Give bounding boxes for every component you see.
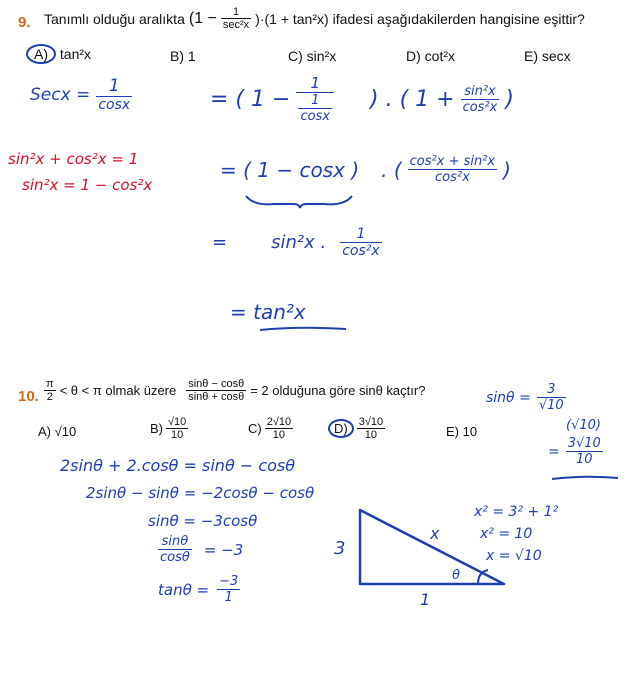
q10-sin-num: 3 xyxy=(537,382,566,398)
q9-line2 xyxy=(220,154,511,185)
q9-line3-sin: sin²x . xyxy=(271,232,327,253)
q9-underbrace xyxy=(244,192,354,210)
q9-sec-definition xyxy=(30,76,132,113)
q10-cond-frac xyxy=(44,378,56,403)
q9-option-e[interactable] xyxy=(524,48,571,64)
q9-option-d-letter: D) xyxy=(406,48,421,64)
q9-frac-den: sec²x xyxy=(222,19,250,31)
q10-sin2-frac xyxy=(566,436,603,467)
q10-step4-rhs: = −3 xyxy=(203,540,244,559)
q9-sec-def-text: Secx = xyxy=(30,84,91,105)
q10-option-c[interactable] xyxy=(248,416,293,441)
q9-line1-frac xyxy=(296,74,334,124)
q10-step5-num: −3 xyxy=(219,574,239,589)
q10-option-e[interactable] xyxy=(446,424,477,439)
q9-identity1: sin²x + cos²x = 1 xyxy=(8,150,139,168)
q9-line1-b-den: cos²x xyxy=(462,99,498,115)
q10-step5-den: 1 xyxy=(224,590,233,605)
q10-option-d-num: 3√10 xyxy=(358,416,384,428)
q9-option-b[interactable] xyxy=(170,48,196,64)
q9-line1-den-den: cosx xyxy=(300,109,331,124)
q10-cond-den: 2 xyxy=(46,391,53,403)
q9-line1 xyxy=(210,74,514,124)
q10-pyth2: x² = 10 xyxy=(480,526,533,542)
q10-option-a-value: √10 xyxy=(54,424,77,439)
q9-tail: ifadesi aşağıdakilerden hangisine eşittir? xyxy=(332,10,585,27)
q10-ratio-den: sinθ + cosθ xyxy=(188,391,245,403)
q10-option-b-letter: B) xyxy=(150,421,163,436)
q10-step4-den: cosθ xyxy=(160,550,190,565)
q9-result: = tan²x xyxy=(230,300,306,324)
q9-option-a-value: tan²x xyxy=(59,46,92,62)
q10-statement xyxy=(44,378,425,403)
q10-option-c-letter: C) xyxy=(248,421,262,436)
q9-result-underline xyxy=(258,324,348,334)
q9-expr-close: )·(1 + tan²x) xyxy=(255,10,329,27)
q9-lead: Tanımlı olduğu aralıkta xyxy=(44,10,185,27)
q9-option-e-value: secx xyxy=(541,48,571,64)
q9-option-c-letter: C) xyxy=(288,48,303,64)
q9-line1-num: 1 xyxy=(296,74,334,93)
q9-option-c-value: sin²x xyxy=(306,48,337,64)
q10-cond-rest: < θ < π olmak üzere xyxy=(59,383,177,398)
q9-option-d[interactable] xyxy=(406,48,455,64)
q10-option-d[interactable] xyxy=(328,416,385,441)
q10-rationalize: (√10) xyxy=(566,418,601,433)
q9-line2-frac xyxy=(408,154,497,185)
q9-option-e-letter: E) xyxy=(524,48,538,64)
q9-line1-end: ) xyxy=(505,86,514,112)
q10-option-b-num: √10 xyxy=(168,416,187,428)
q10-sin-result2 xyxy=(548,436,603,467)
q10-option-d-letter: D) xyxy=(328,419,354,438)
q9-line2-mid: . ( xyxy=(381,157,402,182)
q9-line3 xyxy=(212,226,382,259)
q10-tri-hyp-label: x xyxy=(430,524,440,543)
q10-sin-eq2: = xyxy=(548,443,560,460)
q9-line1-b-frac xyxy=(461,84,500,115)
q9-frac-num: 1 xyxy=(221,6,251,19)
q10-option-d-frac xyxy=(357,416,385,441)
q10-option-b[interactable] xyxy=(150,416,188,441)
q10-cond-num: π xyxy=(46,378,54,390)
q10-triangle xyxy=(352,506,512,590)
q10-step4 xyxy=(158,534,243,565)
q10-step4-frac xyxy=(158,534,192,565)
q9-sec-frac xyxy=(96,76,132,113)
q10-tri-bottom-label: 1 xyxy=(420,590,431,609)
q9-line3-eq: = xyxy=(212,232,228,253)
q10-ratio-num: sinθ − cosθ xyxy=(188,378,245,390)
q9-line2-end: ) xyxy=(503,157,511,182)
q9-option-c[interactable] xyxy=(288,48,336,64)
q10-option-d-den: 10 xyxy=(364,429,378,441)
q10-step1: 2sinθ + 2.cosθ = sinθ − cosθ xyxy=(60,456,296,475)
q10-step4-num: sinθ xyxy=(158,534,192,550)
q9-option-b-letter: B) xyxy=(170,48,184,64)
q10-ratio-frac xyxy=(186,378,246,403)
q9-expr-open: (1 − xyxy=(188,9,217,27)
q10-tri-vertical-label: 3 xyxy=(334,538,346,559)
q9-option-a-letter: A) xyxy=(26,44,56,64)
q10-option-a[interactable] xyxy=(38,424,76,439)
q9-line3-den: cos²x xyxy=(342,243,380,259)
q9-line1-den-frac xyxy=(296,93,334,124)
q10-sin-result xyxy=(486,382,566,413)
q9-line1-close: ) . ( 1 + xyxy=(370,86,455,112)
q10-step2: 2sinθ − sinθ = −2cosθ − cosθ xyxy=(86,484,315,502)
q9-line1-den-num: 1 xyxy=(298,93,332,109)
q9-option-d-value: cot²x xyxy=(424,48,456,64)
q10-sin-underline xyxy=(550,474,620,482)
q10-sin2-den: 10 xyxy=(576,452,593,467)
q10-option-b-den: 10 xyxy=(171,429,184,441)
q10-step5-lhs: tanθ = xyxy=(158,580,210,599)
q9-line3-num: 1 xyxy=(340,226,381,243)
q10-option-c-num: 2√10 xyxy=(266,416,292,428)
q9-line2-num: cos²x + sin²x xyxy=(409,154,496,169)
q10-step5-frac xyxy=(217,574,240,605)
q10-option-c-den: 10 xyxy=(272,429,286,441)
q10-sin-frac xyxy=(537,382,566,413)
q9-line1-b-num: sin²x xyxy=(461,84,500,100)
q9-line2-open: = ( 1 − cosx ) xyxy=(220,157,360,182)
q10-option-c-frac xyxy=(265,416,293,441)
q10-eq-tail: = 2 olduğuna göre sinθ kaçtır? xyxy=(250,383,426,398)
q9-line2-den: cos²x xyxy=(435,170,470,185)
q9-line1-open: = ( 1 − xyxy=(210,86,291,112)
q10-option-e-letter: E) xyxy=(446,424,459,439)
q10-option-a-letter: A) xyxy=(38,424,51,439)
q10-sin2-num: 3√10 xyxy=(567,436,601,451)
q9-option-a[interactable] xyxy=(30,46,91,62)
q9-fraction xyxy=(221,6,251,31)
q10-option-b-frac xyxy=(166,416,188,441)
q10-step3: sinθ = −3cosθ xyxy=(148,512,258,530)
q10-tri-angle-label: θ xyxy=(452,568,460,583)
q9-sec-den: cosx xyxy=(98,97,131,113)
q9-option-b-value: 1 xyxy=(187,48,196,64)
q10-option-e-value: 10 xyxy=(462,424,478,439)
q9-statement xyxy=(44,6,585,31)
q9-number: 9. xyxy=(18,14,31,31)
q10-sin-lhs: sinθ = xyxy=(486,389,531,406)
q9-sec-num: 1 xyxy=(96,76,132,97)
q10-sin-den: √10 xyxy=(538,398,564,413)
q10-step5 xyxy=(158,574,240,605)
q9-line3-frac xyxy=(340,226,381,259)
q10-pyth3: x = √10 xyxy=(486,548,542,564)
q10-pyth1: x² = 3² + 1² xyxy=(474,504,559,520)
q9-identity2: sin²x = 1 − cos²x xyxy=(22,176,153,194)
q10-number: 10. xyxy=(18,388,39,405)
